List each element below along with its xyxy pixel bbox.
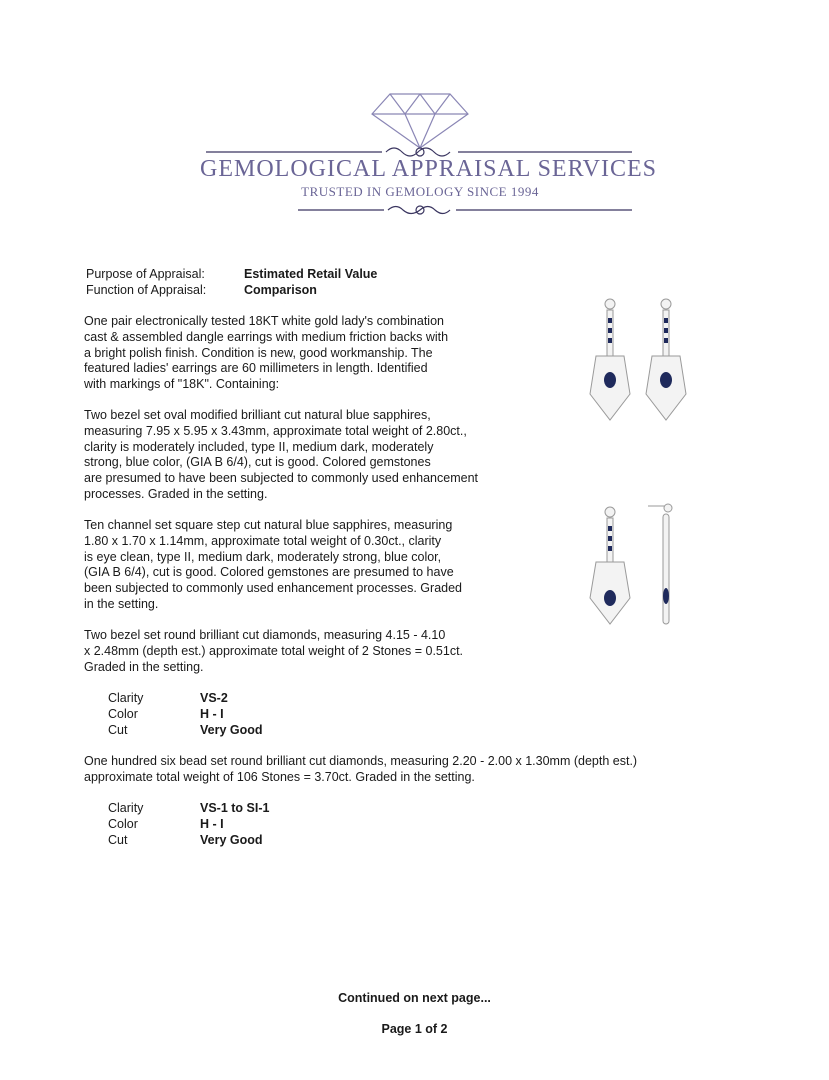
grade-row	[108, 816, 269, 832]
function-value: Comparison	[244, 283, 317, 297]
grade-value: H - I	[200, 707, 224, 721]
bezel-diamond-description	[84, 628, 463, 675]
text-line: a bright polish finish. Condition is new, good workmanship. The	[84, 345, 433, 360]
text-line: is eye clean, type II, medium dark, moderately strong, blue color,	[84, 549, 442, 564]
text-line: featured ladies' earrings are 60 millimeters in length. Identified	[84, 361, 428, 376]
text-line: strong, blue color, (GIA B 6/4), cut is good. Colored gemstones	[84, 455, 431, 470]
grade-key: Cut	[108, 723, 128, 737]
bead-diamond-grades	[108, 800, 269, 848]
grade-value: VS-1 to SI-1	[200, 801, 270, 815]
purpose-label: Purpose of Appraisal:	[86, 267, 205, 281]
purpose-row	[86, 266, 377, 282]
bead-diamond-description	[84, 754, 637, 786]
grade-row	[108, 800, 269, 816]
text-line: cast & assembled dangle earrings with medium friction backs with	[84, 329, 449, 344]
text-line: (GIA B 6/4), cut is good. Colored gemstones are presumed to have	[84, 565, 454, 580]
text-line: are presumed to have been subjected to commonly used enhancement	[84, 471, 478, 486]
appraisal-purpose	[86, 266, 377, 298]
function-label: Function of Appraisal:	[86, 283, 207, 297]
page-number: Page 1 of 2	[381, 1022, 448, 1036]
grade-key: Color	[108, 817, 138, 831]
text-line: One hundred six bead set round brilliant cut diamonds, measuring 2.20 - 2.00 x 1.30mm (depth est.)	[84, 754, 638, 768]
oval-sapphire-description	[84, 408, 478, 503]
continued-note: Continued on next page...	[338, 991, 491, 1005]
channel-sapphire-description	[84, 518, 462, 613]
earrings-front-photo	[586, 296, 696, 426]
grade-key: Color	[108, 707, 138, 721]
grade-value: VS-2	[200, 691, 228, 705]
text-line: processes. Graded in the setting.	[84, 486, 268, 501]
grade-key: Clarity	[108, 801, 144, 815]
brand-subtitle: TRUSTED IN GEMOLOGY SINCE 1994	[301, 184, 539, 199]
text-line: x 2.48mm (depth est.) approximate total weight of 2 Stones = 0.51ct.	[84, 643, 464, 658]
grade-row	[108, 706, 263, 722]
text-line: Two bezel set round brilliant cut diamonds, measuring 4.15 - 4.10	[84, 628, 446, 642]
text-line: in the setting.	[84, 596, 159, 611]
text-line: been subjected to commonly used enhancement processes. Graded	[84, 581, 463, 596]
text-line: approximate total weight of 106 Stones = 3.70ct. Graded in the setting.	[84, 769, 475, 784]
text-line: One pair electronically tested 18KT white gold lady's combination	[84, 314, 444, 328]
item-description	[84, 314, 448, 393]
text-line: with markings of "18K". Containing:	[84, 377, 280, 392]
text-line: Ten channel set square step cut natural blue sapphires, measuring	[84, 518, 453, 532]
purpose-value: Estimated Retail Value	[244, 267, 378, 281]
text-line: measuring 7.95 x 5.95 x 3.43mm, approximate total weight of 2.80ct.,	[84, 423, 467, 438]
grade-key: Cut	[108, 833, 128, 847]
appraiser-logo	[200, 86, 658, 226]
bezel-diamond-grades	[108, 690, 263, 738]
text-line: Two bezel set oval modified brilliant cut natural blue sapphires,	[84, 408, 431, 422]
grade-value: Very Good	[200, 723, 263, 737]
brand-title: GEMOLOGICAL APPRAISAL SERVICES	[200, 156, 658, 182]
grade-row	[108, 832, 269, 848]
grade-value: Very Good	[200, 833, 263, 847]
grade-row	[108, 690, 263, 706]
text-line: clarity is moderately included, type II, medium dark, moderately	[84, 439, 434, 454]
grade-key: Clarity	[108, 691, 144, 705]
function-row	[86, 282, 377, 298]
text-line: 1.80 x 1.70 x 1.14mm, approximate total weight of 0.30ct., clarity	[84, 533, 442, 548]
grade-row	[108, 722, 263, 738]
earrings-side-photo	[586, 500, 696, 630]
text-line: Graded in the setting.	[84, 659, 204, 674]
grade-value: H - I	[200, 817, 224, 831]
